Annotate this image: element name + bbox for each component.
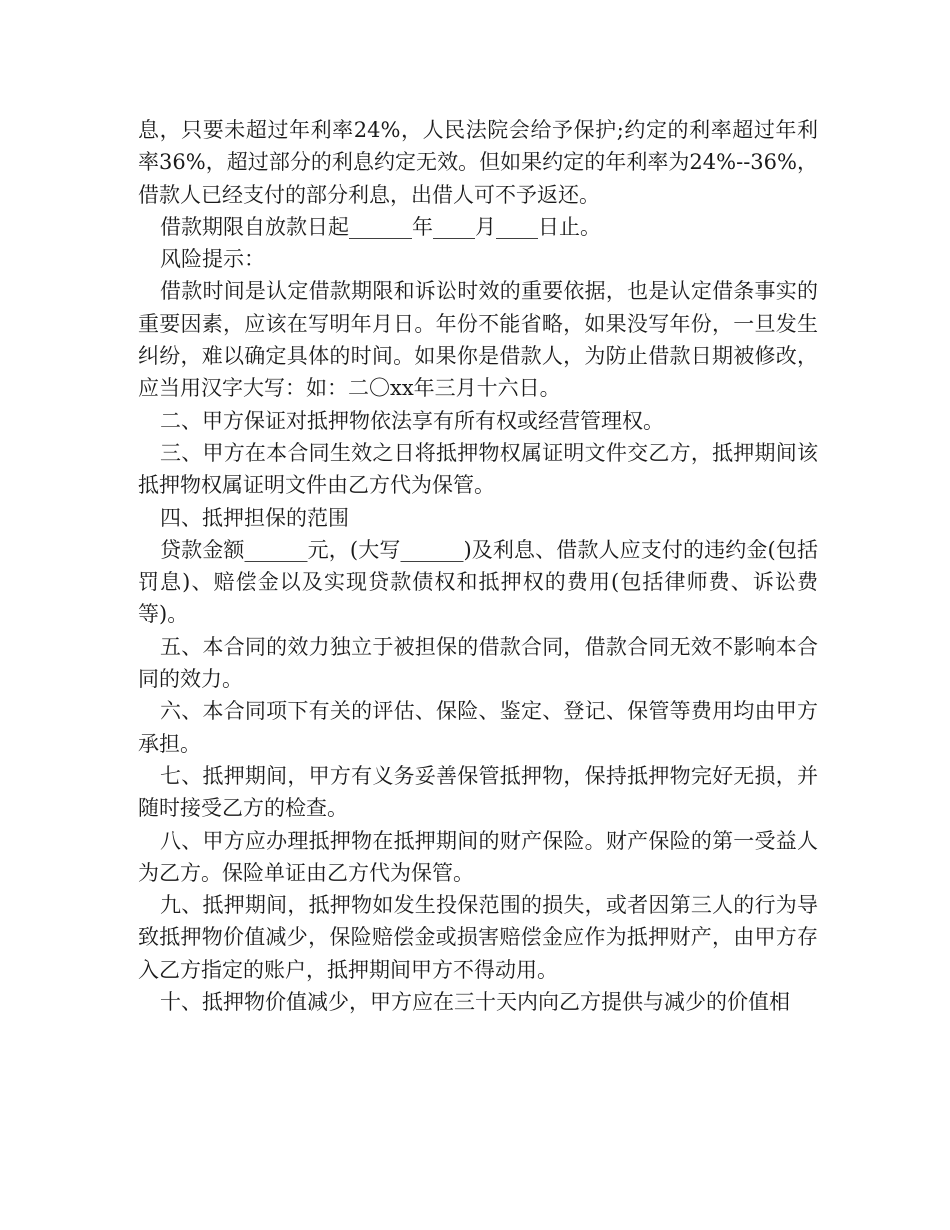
paragraph-clause-6: 六、本合同项下有关的评估、保险、鉴定、登记、保管等费用均由甲方承担。	[138, 699, 818, 756]
paragraph-clause-9: 九、抵押期间，抵押物如发生投保范围的损失，或者因第三人的行为导致抵押物价值减少，保险赔偿金或损害赔偿金应作为抵押财产，由甲方存入乙方指定的账户，抵押期间甲方不得动用。	[138, 893, 818, 982]
paragraph-loan-term: 借款期限自放款日起______年____月____日止。	[160, 214, 601, 239]
paragraph-clause-3: 三、甲方在本合同生效之日将抵押物权属证明文件交乙方，抵押期间该抵押物权属证明文件由乙方代为保管。	[138, 440, 818, 498]
paragraph-risk-heading: 风险提示：	[160, 247, 265, 272]
paragraph-clause-2: 二、甲方保证对抵押物依法享有所有权或经营管理权。	[160, 408, 664, 433]
paragraph-clause-10: 十、抵押物价值减少，甲方应在三十天内向乙方提供与减少的价值相	[160, 990, 790, 1015]
paragraph-clause-4-scope: 贷款金额______元，(大写______)及利息、借款人应支付的违约金(包括罚息)、赔偿金以及实现贷款债权和抵押权的费用(包括律师费、诉讼费等)。	[138, 537, 818, 627]
paragraph-clause-7: 七、抵押期间，甲方有义务妥善保管抵押物，保持抵押物完好无损，并随时接受乙方的检查。	[138, 763, 818, 821]
document-body	[138, 114, 818, 1018]
paragraph-clause-5: 五、本合同的效力独立于被担保的借款合同，借款合同无效不影响本合同的效力。	[138, 634, 818, 692]
paragraph-risk-note: 借款时间是认定借款期限和诉讼时效的重要依据，也是认定借条事实的重要因素，应该在写明年月日。年份不能省略，如果没写年份，一旦发生纠纷，难以确定具体的时间。如果你是借款人，为防止借款日期被修改，应当用汉字大写：如：二〇xx年三月十六日。	[138, 279, 818, 401]
paragraph-clause-4-heading: 四、抵押担保的范围	[160, 505, 349, 530]
paragraph-clause-8: 八、甲方应办理抵押物在抵押期间的财产保险。财产保险的第一受益人为乙方。保险单证由乙方代为保管。	[138, 828, 818, 885]
paragraph-interest-rate: 息，只要未超过年利率24%，人民法院会给予保护;约定的利率超过年利率36%，超过部分的利息约定无效。但如果约定的年利率为24%--36%，借款人已经支付的部分利息，出借人可不予返还。	[138, 118, 818, 207]
